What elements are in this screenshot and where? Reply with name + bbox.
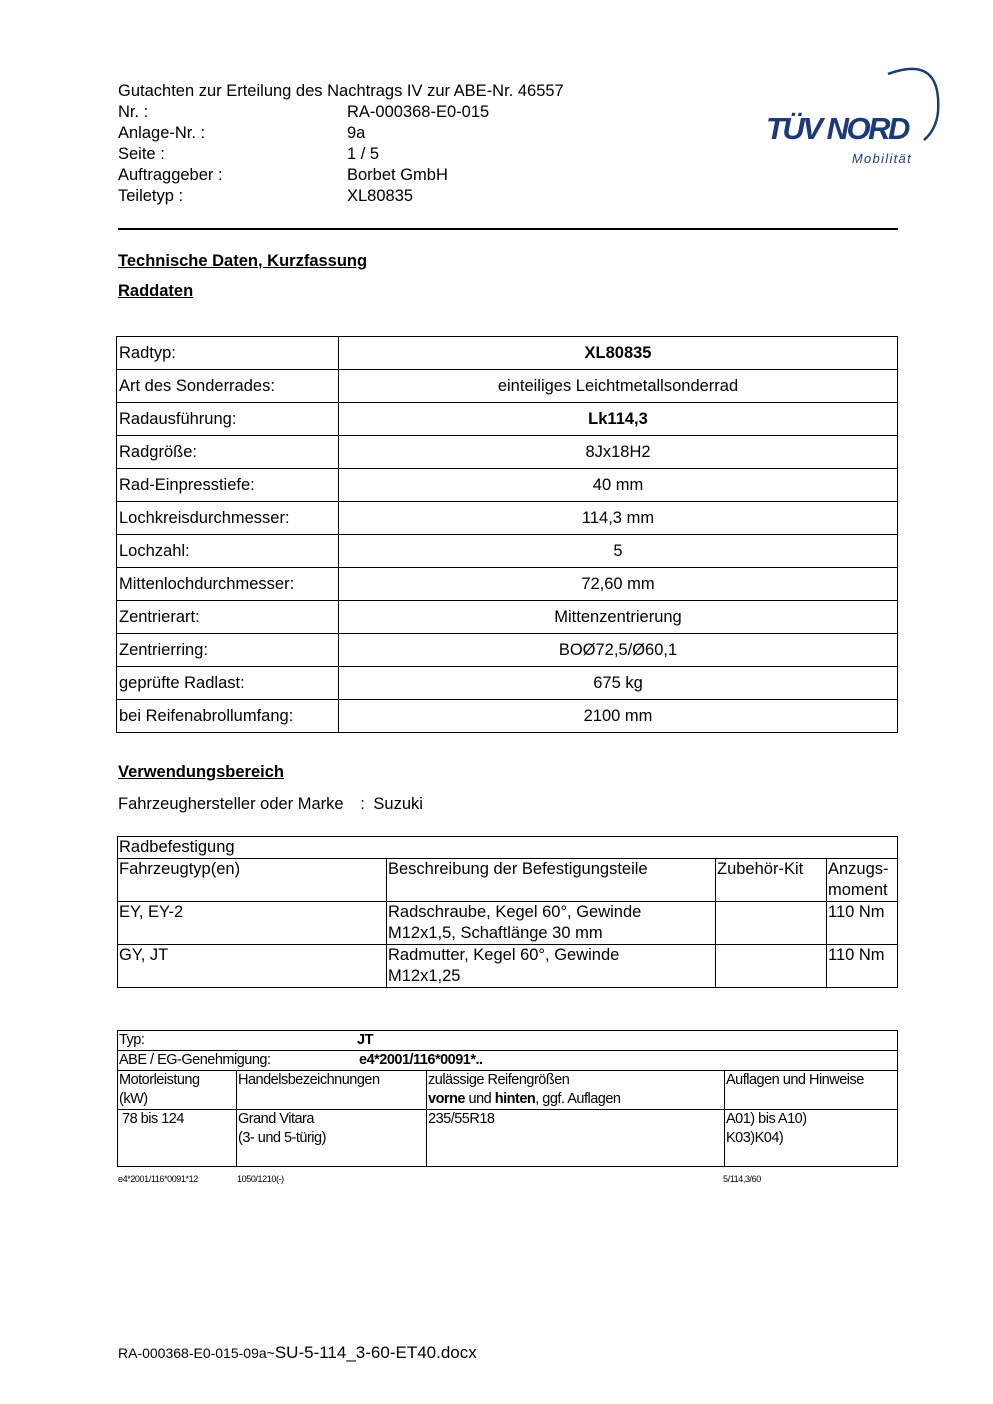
rad-label: bei Reifenabrollumfang: <box>117 700 339 733</box>
cell-desc <box>387 945 716 988</box>
typ-row <box>118 1031 898 1051</box>
cell-handel <box>237 1110 427 1167</box>
table-row <box>117 568 898 601</box>
logo-subtitle: Mobilität <box>851 151 912 166</box>
header-value: 9a <box>347 124 366 142</box>
header-label: Nr. : <box>118 103 149 121</box>
typ-label: Typ: <box>119 1032 145 1048</box>
rad-value: 675 kg <box>339 667 898 700</box>
desc-line: Radmutter, Kegel 60°, Gewinde <box>388 946 620 964</box>
cell-moment: 110 Nm <box>827 945 898 988</box>
cell-kit <box>716 945 827 988</box>
rad-value: Mittenzentrierung <box>339 601 898 634</box>
column-header: Auflagen und Hinweise <box>725 1071 898 1110</box>
table-header-row <box>118 859 898 902</box>
handel-line: Grand Vitara <box>238 1111 314 1127</box>
abe-label: ABE / EG-Genehmigung: <box>119 1052 271 1068</box>
logo-brand: TÜV NORD <box>766 111 908 146</box>
header-divider <box>118 228 898 230</box>
cell-typ: GY, JT <box>118 945 387 988</box>
table-row <box>117 601 898 634</box>
rad-value: Lk114,3 <box>339 403 898 436</box>
section-title-verwendung: Verwendungsbereich <box>118 763 284 781</box>
hersteller-value: Suzuki <box>373 795 423 813</box>
rad-label: Lochzahl: <box>117 535 339 568</box>
header-label: Seite : <box>118 145 165 163</box>
column-header-line: Motorleistung <box>119 1072 200 1088</box>
section-title-raddaten: Raddaten <box>118 282 194 300</box>
header-label: Teiletyp : <box>118 187 184 205</box>
abe-row <box>118 1051 898 1071</box>
column-header: Zubehör-Kit <box>716 859 827 902</box>
cell-typ: EY, EY-2 <box>118 902 387 945</box>
table-row <box>118 1031 898 1051</box>
table-row <box>117 535 898 568</box>
header-label: Auftraggeber : <box>118 166 223 184</box>
desc-line: Radschraube, Kegel 60°, Gewinde <box>388 903 642 921</box>
header-row-nr <box>118 102 564 123</box>
rad-label: Radausführung: <box>117 403 339 436</box>
header-value: XL80835 <box>347 187 414 205</box>
header-value: RA-000368-E0-015 <box>347 103 490 121</box>
desc-line: M12x1,5, Schaftlänge 30 mm <box>388 924 603 942</box>
section-title-tech: Technische Daten, Kurzfassung <box>118 252 368 270</box>
cell-desc <box>387 902 716 945</box>
befestigung-table <box>117 836 898 988</box>
raddaten-table <box>116 336 898 733</box>
hersteller-separator: : <box>360 795 365 813</box>
rad-label: geprüfte Radlast: <box>117 667 339 700</box>
code-line: 5/114,3/60 <box>723 1174 761 1184</box>
rad-value: 8Jx18H2 <box>339 436 898 469</box>
code-line: 1050/1210(-) <box>237 1174 284 1184</box>
cell-auflagen <box>725 1110 898 1167</box>
cell-moment: 110 Nm <box>827 902 898 945</box>
desc-line: M12x1,25 <box>388 967 461 985</box>
cell-kit <box>716 902 827 945</box>
hersteller-label: Fahrzeughersteller oder Marke <box>118 795 344 813</box>
rad-value: 114,3 mm <box>339 502 898 535</box>
handel-line: (3- und 5-türig) <box>238 1130 326 1146</box>
header-value: Borbet GmbH <box>347 166 448 184</box>
rad-label: Mittenlochdurchmesser: <box>117 568 339 601</box>
table-row <box>117 436 898 469</box>
table-row <box>118 945 898 988</box>
rad-label: Lochkreisdurchmesser: <box>117 502 339 535</box>
table-row <box>117 700 898 733</box>
table-row <box>118 902 898 945</box>
footer-part2: SU-5-114_3-60-ET40.docx <box>274 1343 477 1362</box>
rad-value: 72,60 mm <box>339 568 898 601</box>
table-row <box>118 1110 898 1167</box>
column-header-motor <box>118 1071 237 1110</box>
rad-value: 2100 mm <box>339 700 898 733</box>
typ-table <box>117 1030 898 1167</box>
reifen-rest: , ggf. Auflagen <box>535 1091 621 1107</box>
table-row <box>118 837 898 859</box>
table-row <box>117 337 898 370</box>
table-header-row <box>118 1071 898 1110</box>
rad-label: Art des Sonderrades: <box>117 370 339 403</box>
reifen-hinten: hinten <box>494 1091 536 1107</box>
table-row <box>118 1051 898 1071</box>
rad-value: einteiliges Leichtmetallsonderrad <box>339 370 898 403</box>
column-header: Handelsbezeichnungen <box>237 1071 427 1110</box>
footer-part1: RA-000368-E0-015-09a~ <box>118 1345 275 1361</box>
auflagen-line: K03)K04) <box>726 1130 784 1146</box>
column-header-line <box>428 1090 723 1109</box>
table-row <box>117 469 898 502</box>
rad-value: XL80835 <box>339 337 898 370</box>
table-row <box>117 370 898 403</box>
header-label: Anlage-Nr. : <box>118 124 206 142</box>
header-row-auftraggeber <box>118 165 564 186</box>
column-header-line: (kW) <box>119 1091 148 1107</box>
reifen-und: und <box>465 1091 495 1107</box>
header-row-seite <box>118 144 564 165</box>
header-block <box>118 81 564 207</box>
rad-label: Zentrierart: <box>117 601 339 634</box>
cell-motor: 78 bis 124 <box>118 1110 237 1167</box>
column-header-line: moment <box>828 881 888 899</box>
column-header: Fahrzeugtyp(en) <box>118 859 387 902</box>
hersteller-line <box>118 795 423 814</box>
column-header-moment <box>827 859 898 902</box>
cell-reifen: 235/55R18 <box>427 1110 725 1167</box>
header-row-anlage <box>118 123 564 144</box>
table-row <box>117 403 898 436</box>
reifen-vorne: vorne <box>428 1091 465 1107</box>
rad-value: BOØ72,5/Ø60,1 <box>339 634 898 667</box>
header-value: 1 / 5 <box>347 145 380 163</box>
table-row <box>117 667 898 700</box>
rad-label: Zentrierring: <box>117 634 339 667</box>
tuv-nord-logo <box>760 58 942 170</box>
report-title: Gutachten zur Erteilung des Nachtrags IV zur ABE-Nr. 46557 <box>118 82 564 100</box>
auflagen-line: A01) bis A10) <box>726 1111 807 1127</box>
column-header-line: Anzugs- <box>828 860 889 878</box>
column-header-reifen <box>427 1071 725 1110</box>
table-row <box>117 502 898 535</box>
rad-label: Rad-Einpresstiefe: <box>117 469 339 502</box>
typ-value: JT <box>357 1032 373 1048</box>
befestigung-title: Radbefestigung <box>118 837 898 859</box>
header-row-teiletyp <box>118 186 564 207</box>
rad-value: 5 <box>339 535 898 568</box>
code-line: e4*2001/116*0091*12 <box>118 1174 198 1184</box>
rad-label: Radtyp: <box>117 337 339 370</box>
footer-filename <box>118 1343 477 1363</box>
column-header: Beschreibung der Befestigungsteile <box>387 859 716 902</box>
column-header-line: zulässige Reifengrößen <box>428 1072 570 1088</box>
rad-value: 40 mm <box>339 469 898 502</box>
rad-label: Radgröße: <box>117 436 339 469</box>
table-row <box>117 634 898 667</box>
abe-value: e4*2001/116*0091*.. <box>359 1052 483 1068</box>
